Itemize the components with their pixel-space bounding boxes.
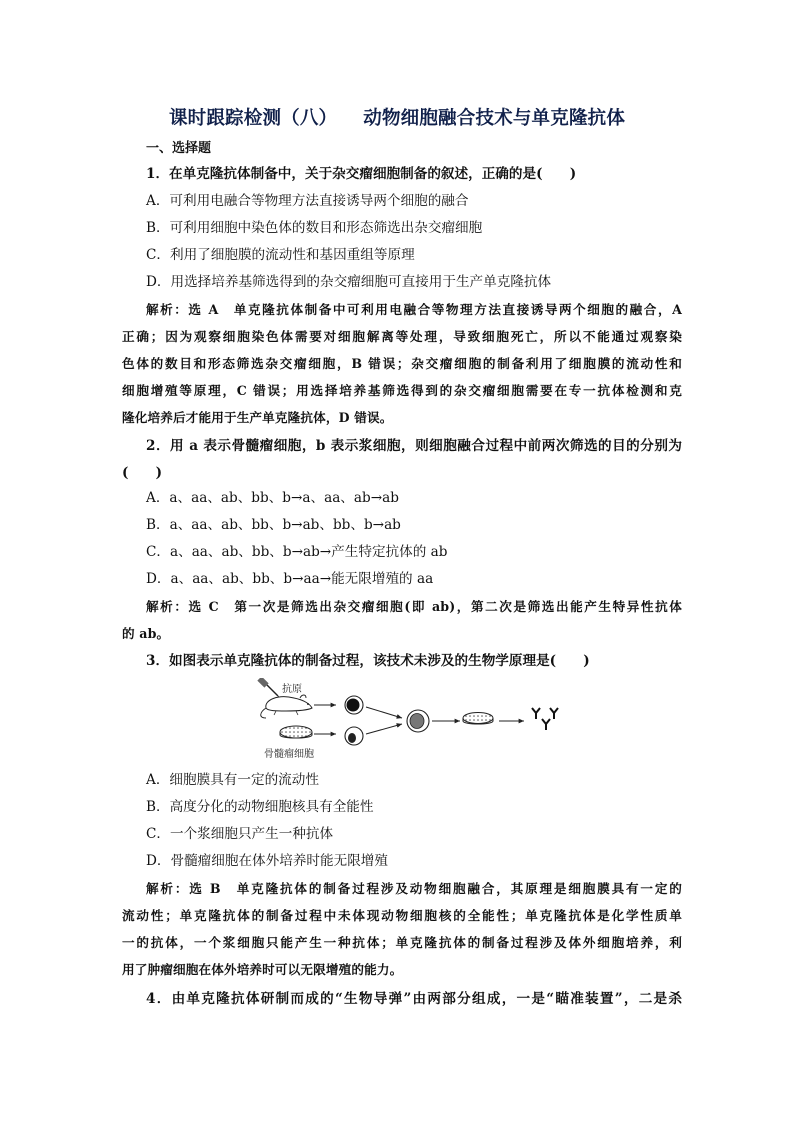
q4-stem: 4．由单克隆抗体研制而成的“生物导弹”由两部分组成，一是“瞄准装置”，二是杀 xyxy=(146,991,682,1007)
hybridoma-cell-icon xyxy=(407,710,429,732)
q3-analysis-line: 一的抗体，一个浆细胞只能产生一种抗体；单克隆抗体的制备过程涉及体外细胞培养，利 xyxy=(122,935,682,950)
plasma-cell-icon xyxy=(345,696,363,714)
myeloma-label: 骨髓瘤细胞 xyxy=(264,749,314,760)
q2-stem-cont: ( ) xyxy=(122,465,163,481)
q3-option-b: B．高度分化的动物细胞核具有全能性 xyxy=(146,799,374,815)
q2-option-c: C．a、aa、ab、bb、b→ab→产生特定抗体的 ab xyxy=(146,544,448,560)
q3-option-a: A．细胞膜具有一定的流动性 xyxy=(146,772,319,788)
culture-dish-icon xyxy=(463,713,493,725)
q2-option-d: D．a、aa、ab、bb、b→aa→能无限增殖的 aa xyxy=(146,571,434,587)
petri-dish-icon xyxy=(280,726,312,738)
q3-stem: 3．如图表示单克隆抗体的制备过程，该技术未涉及的生物学原理是( ) xyxy=(146,653,590,669)
q2-option-a: A．a、aa、ab、bb、b→a、aa、ab→ab xyxy=(146,490,399,506)
q2-stem: 2．用 a 表示骨髓瘤细胞，b 表示浆细胞，则细胞融合过程中前两次筛选的目的分别为 xyxy=(146,438,682,454)
title-part2: 动物细胞融合技术与单克隆抗体 xyxy=(363,108,626,129)
q1-option-d: D．用选择培养基筛选得到的杂交瘤细胞可直接用于生产单克隆抗体 xyxy=(146,274,552,290)
q3-option-c: C．一个浆细胞只产生一种抗体 xyxy=(146,826,334,842)
q3-option-d: D．骨髓瘤细胞在体外培养时能无限增殖 xyxy=(146,853,388,869)
q1-stem: 1．在单克隆抗体制备中，关于杂交瘤细胞制备的叙述，正确的是( ) xyxy=(146,166,577,182)
monoclonal-antibody-diagram xyxy=(256,678,576,762)
q3-analysis-line: 解析：选 B 单克隆抗体的制备过程涉及动物细胞融合，其原理是细胞膜具有一定的 xyxy=(146,881,682,896)
q3-analysis-line: 用了肿瘤细胞在体外培养时可以无限增殖的能力。 xyxy=(122,962,403,977)
antibody-icon xyxy=(532,708,558,730)
mouse-icon xyxy=(261,695,312,718)
q1-analysis-line: 解析：选 A 单克隆抗体制备中可利用电融合等物理方法直接诱导两个细胞的融合，A xyxy=(146,302,682,317)
q2-analysis-line: 的 ab。 xyxy=(122,626,170,641)
antigen-label: 抗原 xyxy=(282,684,302,695)
title-part1: 课时跟踪检测（八） xyxy=(168,108,338,129)
q1-option-a: A．可利用电融合等物理方法直接诱导两个细胞的融合 xyxy=(146,193,469,209)
section-heading: 一、选择题 xyxy=(146,141,212,156)
q1-option-b: B．可利用细胞中染色体的数目和形态筛选出杂交瘤细胞 xyxy=(146,220,483,236)
q2-option-b: B．a、aa、ab、bb、b→ab、bb、b→ab xyxy=(146,517,401,533)
q1-analysis-line: 正确；因为观察细胞染色体需要对细胞解离等处理，导致细胞死亡，所以不能通过观察染 xyxy=(122,329,682,344)
q2-analysis-line: 解析：选 C 第一次是筛选出杂交瘤细胞(即 ab)，第二次是筛选出能产生特异性抗体 xyxy=(146,599,682,614)
myeloma-cell-icon xyxy=(345,727,363,745)
page-title xyxy=(0,104,794,130)
q1-analysis-line: 色体的数目和形态筛选杂交瘤细胞，B 错误；杂交瘤细胞的制备利用了细胞膜的流动性和 xyxy=(122,356,682,371)
q1-analysis-line: 隆化培养后才能用于生产单克隆抗体，D 错误。 xyxy=(122,410,393,425)
q1-option-c: C．利用了细胞膜的流动性和基因重组等原理 xyxy=(146,247,415,263)
q1-analysis-line: 细胞增殖等原理，C 错误；用选择培养基筛选得到的杂交瘤细胞需要在专一抗体检测和克 xyxy=(122,383,682,398)
q3-analysis-line: 流动性；单克隆抗体的制备过程中未体现动物细胞核的全能性；单克隆抗体是化学性质单 xyxy=(122,908,682,923)
